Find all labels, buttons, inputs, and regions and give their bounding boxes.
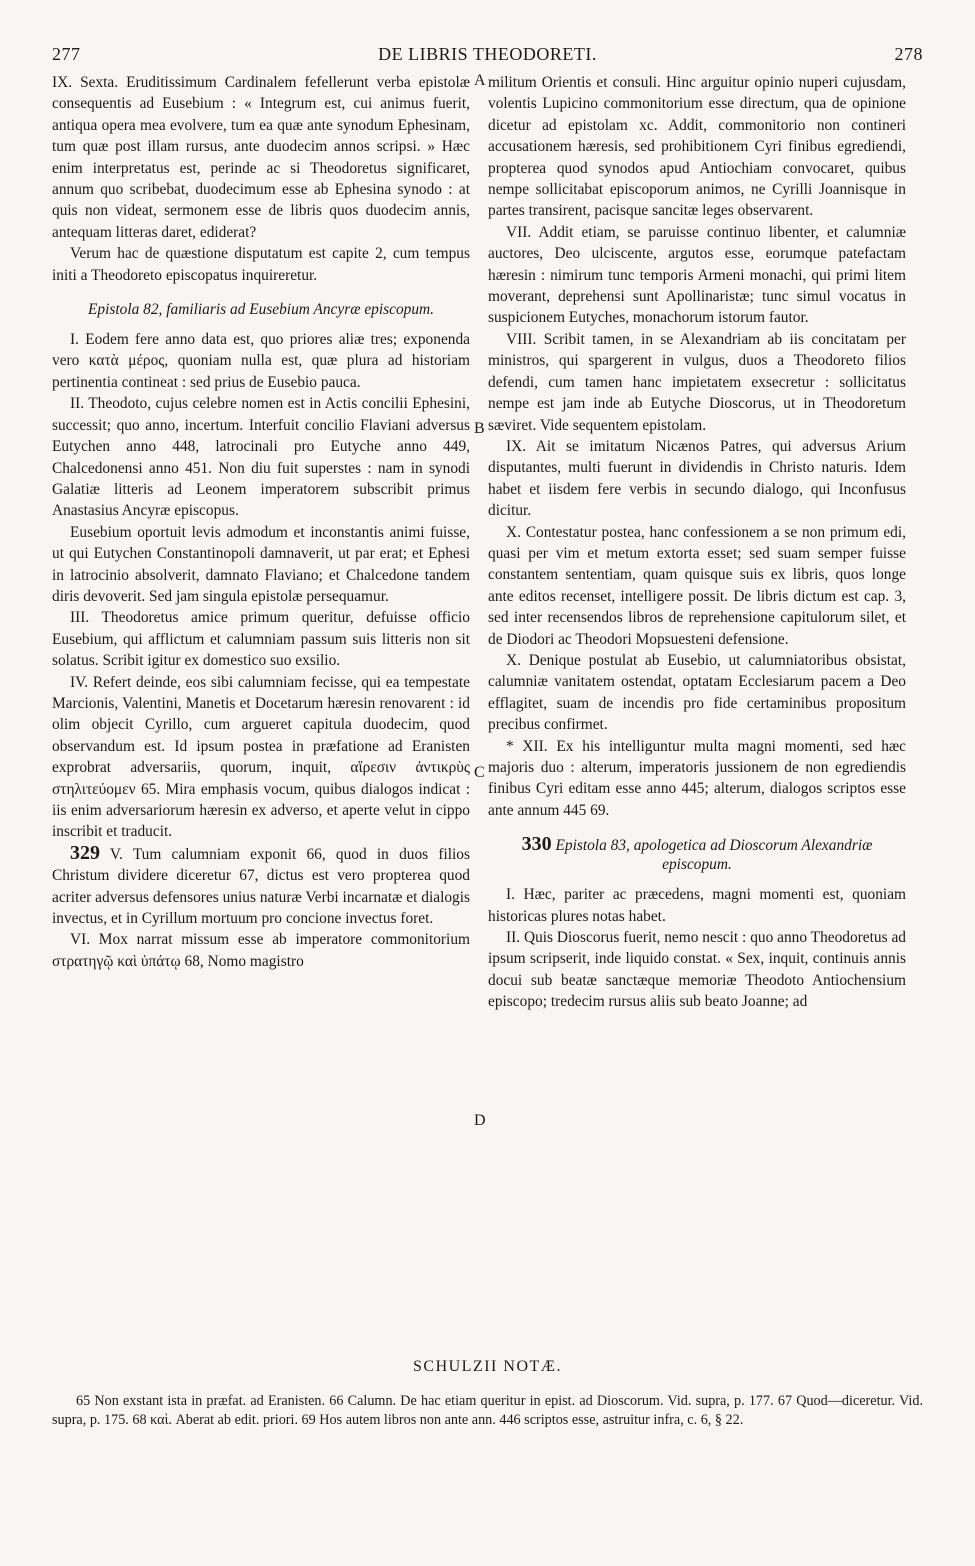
footnotes bbox=[52, 1392, 923, 1430]
paragraph: Eusebium oportuit levis admodum et inconstantis animi fuisse, ut qui Eutychen Constantinopoli damnaverit, ut par erat; et Ephesi in latrocinio absolverit, damnato Flaviano; et Chalcedone tandem diris devoverit. Sed jam singula epistolæ persequamur. bbox=[52, 523, 470, 605]
paragraph-text: V. Tum calumniam exponit 66, quod in duos filios Christum dividere diceretur 67, dictus est vero propterea quod acriter adversus defensores unius naturæ Verbi incarnatæ et dialogis invectus, et in Cyrillum mortuum pro concione invectus foret. bbox=[52, 845, 470, 928]
running-title: DE LIBRIS THEODORETI. bbox=[378, 44, 597, 64]
paragraph: II. Quis Dioscorus fuerit, nemo nescit : quo anno Theodoretus ad ipsum scripserit, inde liquido constat. « Sex, inquit, continuis annis docui sub beatæ sanctæque memoriæ Theodoto Antiochensium episcopo; tredecim rursus aliis sub beato Joanne; ad bbox=[488, 929, 906, 1011]
notes-title: SCHULZII NOTÆ. bbox=[413, 1358, 562, 1375]
section-marker-330: 330 bbox=[521, 833, 552, 856]
margin-letter-a: A bbox=[474, 72, 486, 89]
paragraph: X. Denique postulat ab Eusebio, ut calumniatoribus obsistat, calumniæ vanitatem ostendat, optatam Ecclesiarum pacem a Deo efflagitet, suam de incendis pro fide certaminibus propositum precibus confirmet. bbox=[488, 651, 906, 734]
left-column bbox=[52, 72, 470, 972]
paragraph: III. Theodoretus amice primum queritur, defuisse officio Eusebium, qui afflictum et calumniam passum suis litteris non sit solatus. Scribit igitur ex domestico suo exsilio. bbox=[52, 609, 470, 670]
margin-letter-b: B bbox=[474, 420, 485, 437]
paragraph: militum Orientis et consuli. Hinc arguitur opinio nuperi cujusdam, volentis Lupicino commonitorium esse directum, qua de opinione dicetur ad epistolam xc. Addit, commonitorio non contineri accusationem hæresis, sed prohibitionem Cyri finibus egrediendi, propterea quod synodos apud Antiochiam convocaret, quibus nempe sollicitabat episcoporum animos, ne Cyrilli Joannisque in partes transirent, pacisque sancitæ leges observarent. bbox=[488, 74, 906, 220]
paragraph: VII. Addit etiam, se paruisse continuo libenter, et calumniæ auctores, Deo ulciscente, argutos esse, eorumque patefactam hæresin : nimirum tunc temporis Armeni monachi, qui primi litem moverant, deprehensi sunt Apollinaristæ; tunc simul vocatus in suspicionem Eutyches, monachorum istorum fautor. bbox=[488, 223, 906, 327]
footnote-text: 65 Non exstant ista in præfat. ad Eranisten. 66 Calumn. De hac etiam queritur in epist. ad Dioscorum. Vid. supra, p. 177. 67 Quod—diceretur. Vid. supra, p. 175. 68 καὶ. Aberat ab edit. priori. 69 Hos autem libros non ante ann. 446 scriptos esse, astruitur infra, c. 6, § 22. bbox=[52, 1393, 923, 1428]
paragraph-329 bbox=[52, 843, 470, 930]
paragraph: IV. Refert deinde, eos sibi calumniam fecisse, qui ea tempestate Marcionis, Valentini, Manetis et Docetarum hæresin renovarent : id olim objecit Cyrillo, cum argueret capitula duodecim, quod observandum est. Id ipsum postea in præfatione ad Eranisten exprobrat adversariis, quorum, inquit, αἵρεσιν ἀντικρὺς στηλιτεύομεν 65. Mira emphasis vocum, quibus dialogos indicat : iis enim adversariorum hæresin ex adverso, et aperte velut in cippo inscribit et traducit. bbox=[52, 673, 470, 841]
paragraph: VIII. Scribit tamen, in se Alexandriam ab iis concitatam per ministros, qui spargerent in vulgus, duos a Theodoreto filios defendi, cum tamen hanc impietatem exsecretur : sollicitatus nempe est jam inde ab Eutyche Dioscorus, ut in Theodoretum sæviret. Vide sequentem epistolam. bbox=[488, 330, 906, 434]
page-number-left: 277 bbox=[52, 44, 81, 64]
running-header bbox=[52, 44, 923, 70]
epistle-heading-text: Epistola 83, apologetica ad Dioscorum Alexandriæ episcopum. bbox=[555, 837, 873, 874]
margin-letter-c: C bbox=[474, 764, 485, 781]
paragraph: Verum hac de quæstione disputatum est capite 2, cum tempus initi a Theodoreto episcopatus inquireretur. bbox=[52, 245, 470, 284]
paragraph: IX. Sexta. Eruditissimum Cardinalem fefellerunt verba epistolæ consequentis ad Eusebium : « Integrum est, cui animus fuerit, antiqua opera mea evolvere, tum ea quæ ante synodum Ephesinam, tum quæ post illam rursus, ante duodecim annos scripsi. » Hæc enim interpretatus est, perinde ac si Theodoretus significaret, annum quo scribebat, duodecimum esse ab Ephesina synodo : at quis non videat, sermonem esse de libris quos duodecim annis, antequam litteras daret, ediderat? bbox=[52, 74, 470, 241]
epistle-heading: Epistola 82, familiaris ad Eusebium Ancyræ episcopum. bbox=[88, 301, 434, 319]
paragraph: VI. Mox narrat missum esse ab imperatore commonitorium στρατηγῷ καὶ ὑπάτῳ 68, Nomo magistro bbox=[52, 931, 470, 970]
right-column bbox=[488, 72, 906, 1013]
margin-letter-d: D bbox=[474, 1112, 486, 1129]
epistle-heading-330 bbox=[498, 835, 896, 874]
page-number-right: 278 bbox=[894, 44, 923, 64]
section-marker-329: 329 bbox=[70, 841, 100, 864]
paragraph: IX. Ait se imitatum Nicænos Patres, qui adversus Arium disputantes, multi fuerunt in dividendis in Christo naturis. Idem habet et iisdem fere verbis in secundo dialogo, qui Inconfusus dicitur. bbox=[488, 437, 906, 520]
paragraph: * XII. Ex his intelliguntur multa magni momenti, sed hæc majoris duo : alterum, imperatoris jussionem de non egrediendis finibus Cyri editam esse anno 445; alterum, dialogos scriptos esse ante annum 445 69. bbox=[488, 737, 906, 819]
paragraph: II. Theodoto, cujus celebre nomen est in Actis concilii Ephesini, successit; quo anno, incertum. Interfuit concilio Flaviani adversus Eutychen anno 448, latrocinali pro Eutyche anno 449, Chalcedonensi anno 451. Non diu fuit superstes : nam in synodi Galatiæ litteris ad Leonem imperatorem subscribit primus Anastasius Ancyræ episcopus. bbox=[52, 395, 470, 520]
paragraph: X. Contestatur postea, hanc confessionem a se non primum edi, quasi per vim et metum extorta esset; sed suam semper fuisse constantem sententiam, quam quisque suis ex libris, quos longe ante editos recenset, intelligere possit. De libris dictum est cap. 3, sed inter recensendos libros de reprehensione capitulorum silet, et de Diodori ac Theodori Mopsuesteni defensione. bbox=[488, 523, 906, 648]
paragraph: I. Eodem fere anno data est, quo priores aliæ tres; exponenda vero κατὰ μέρος, quoniam nulla est, quæ plura ad historiam pertinentia contineat : sed prius de Eusebio pauca. bbox=[52, 331, 470, 391]
paragraph: I. Hæc, pariter ac præcedens, magni momenti est, quoniam historicas plures notas habet. bbox=[488, 886, 906, 925]
